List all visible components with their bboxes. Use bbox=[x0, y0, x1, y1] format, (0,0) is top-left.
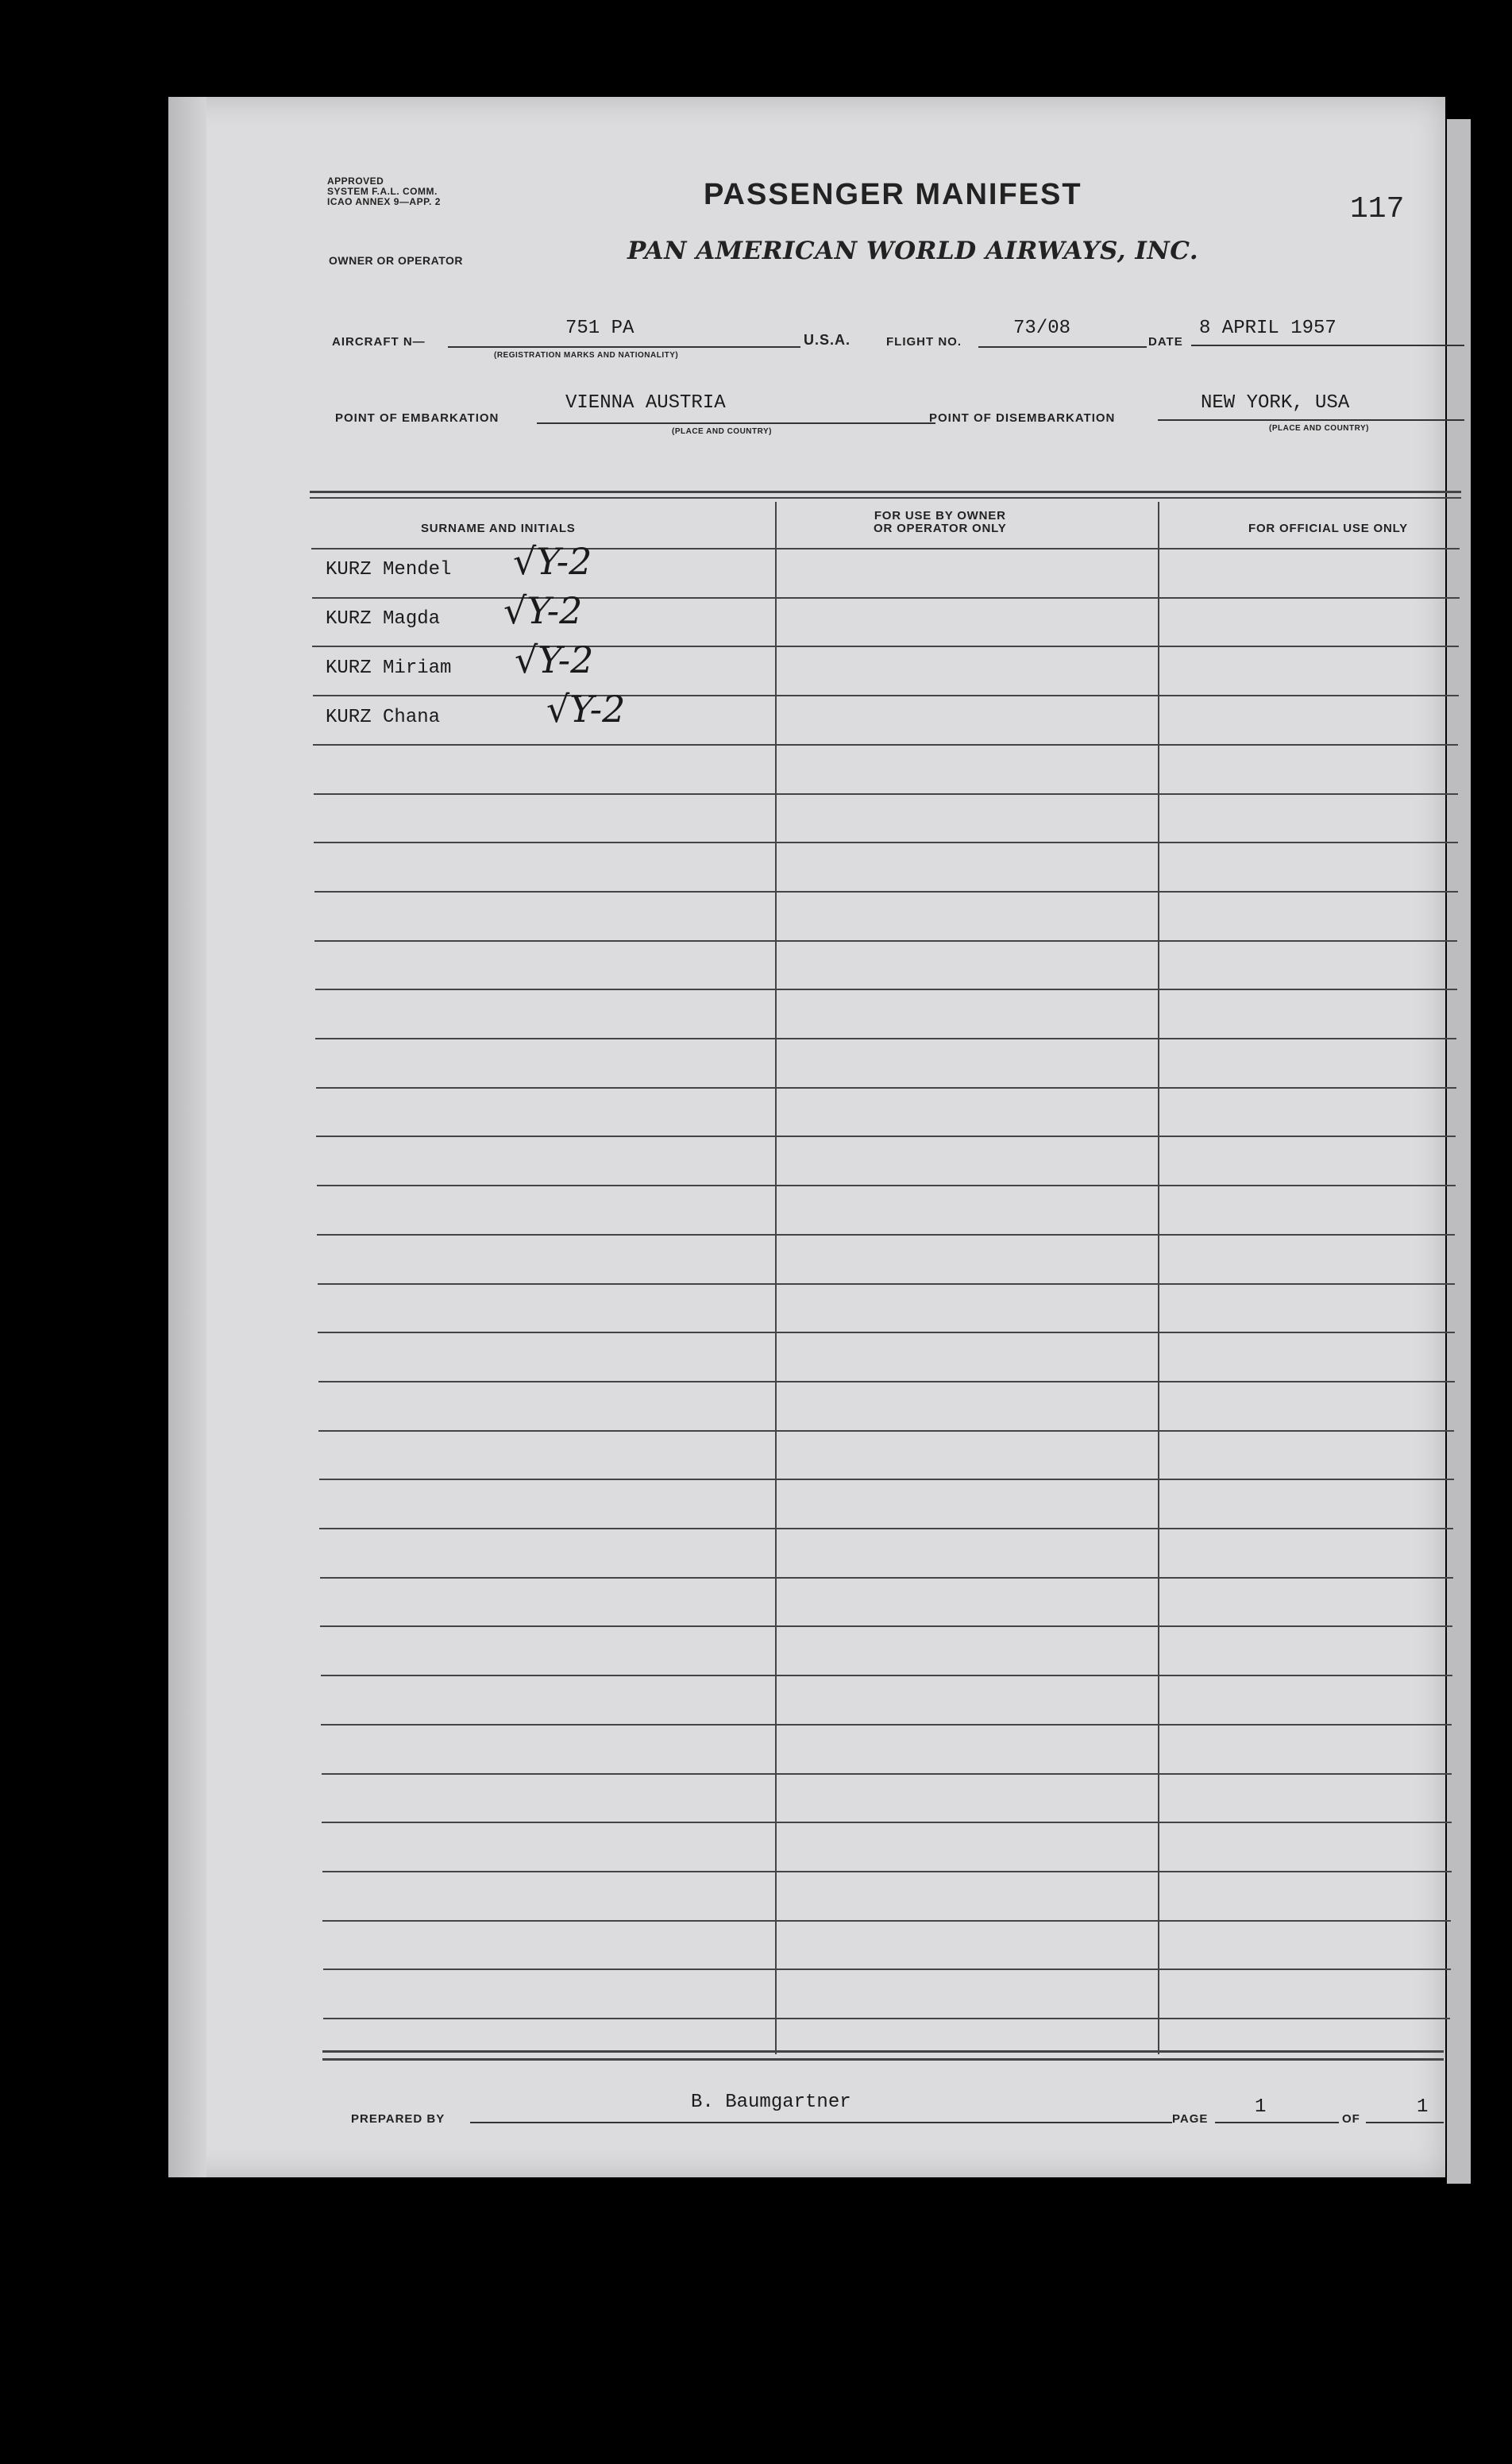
table-row-line bbox=[323, 1969, 1451, 1970]
prepared-by-value: B. Baumgartner bbox=[691, 2092, 851, 2113]
table-row-line bbox=[319, 1528, 1453, 1529]
aircraft-underline bbox=[448, 346, 800, 348]
table-row-line bbox=[314, 842, 1458, 843]
table-row-line bbox=[321, 1675, 1452, 1676]
aircraft-value: 751 PA bbox=[565, 318, 634, 339]
official-column-header: FOR OFFICIAL USE ONLY bbox=[1248, 522, 1408, 535]
passenger-name: KURZ Miriam bbox=[326, 657, 452, 679]
aircraft-sublabel: (REGISTRATION MARKS AND NATIONALITY) bbox=[494, 351, 679, 360]
page-value: 1 bbox=[1255, 2096, 1267, 2118]
table-top-rule bbox=[310, 491, 1461, 493]
disembarkation-underline bbox=[1158, 419, 1464, 421]
table-row-line bbox=[322, 1871, 1452, 1872]
embarkation-value: VIENNA AUSTRIA bbox=[565, 392, 726, 414]
surname-column-header: SURNAME AND INITIALS bbox=[421, 522, 576, 535]
table-row-line bbox=[320, 1577, 1453, 1579]
table-row-line bbox=[317, 1185, 1456, 1186]
table-row-line bbox=[315, 1038, 1456, 1039]
prepared-by-label: PREPARED BY bbox=[351, 2112, 446, 2126]
table-row-line bbox=[314, 940, 1457, 942]
table-row-line bbox=[314, 891, 1458, 893]
airline-name: PAN AMERICAN WORLD AIRWAYS, INC. bbox=[627, 237, 1199, 265]
aircraft-label: AIRCRAFT N— bbox=[332, 335, 426, 349]
table-row-line bbox=[312, 646, 1459, 647]
embarkation-underline bbox=[537, 422, 935, 424]
of-value: 1 bbox=[1417, 2096, 1429, 2118]
approval-line: APPROVED bbox=[327, 175, 384, 187]
table-row-line bbox=[317, 1234, 1455, 1236]
page-label: PAGE bbox=[1172, 2112, 1209, 2126]
table-row-line bbox=[314, 793, 1458, 795]
passenger-name: KURZ Mendel bbox=[326, 559, 452, 580]
table-row-line bbox=[321, 1724, 1452, 1726]
operator-column-header bbox=[874, 510, 1007, 535]
table-row-line bbox=[318, 1381, 1455, 1382]
handwritten-mark: √Y-2 bbox=[546, 688, 626, 731]
flight-value: 73/08 bbox=[1013, 318, 1071, 339]
owner-label: OWNER OR OPERATOR bbox=[329, 254, 463, 267]
table-row-line bbox=[318, 1283, 1455, 1285]
table-row-line bbox=[312, 597, 1460, 599]
document-title: PASSENGER MANIFEST bbox=[704, 178, 1082, 211]
passenger-name: KURZ Magda bbox=[326, 608, 441, 630]
table-row-line bbox=[313, 744, 1458, 746]
page-underline bbox=[1215, 2122, 1339, 2123]
table-row-line bbox=[313, 695, 1459, 696]
handwritten-mark: √Y-2 bbox=[513, 540, 592, 583]
paper-backing bbox=[1447, 119, 1471, 2184]
table-row-line bbox=[322, 1920, 1451, 1922]
table-row-line bbox=[320, 1625, 1452, 1627]
handwritten-mark: √Y-2 bbox=[503, 589, 583, 632]
of-underline bbox=[1366, 2122, 1444, 2123]
table-top-rule bbox=[310, 497, 1461, 499]
table-row-line bbox=[311, 548, 1460, 549]
prepared-by-underline bbox=[470, 2122, 1172, 2123]
table-row-line bbox=[319, 1479, 1454, 1480]
table-row-line bbox=[318, 1430, 1454, 1432]
embarkation-label: POINT OF EMBARKATION bbox=[335, 411, 499, 425]
of-label: OF bbox=[1342, 2112, 1360, 2126]
disembarkation-label: POINT OF DISEMBARKATION bbox=[929, 411, 1116, 425]
date-label: DATE bbox=[1148, 335, 1183, 349]
flight-underline bbox=[978, 346, 1147, 348]
page-number: 117 bbox=[1350, 192, 1405, 226]
operator-header-line: OR OPERATOR ONLY bbox=[874, 522, 1007, 535]
table-bottom-rule bbox=[322, 2050, 1444, 2053]
embarkation-sublabel: (PLACE AND COUNTRY) bbox=[672, 427, 772, 436]
table-row-line bbox=[316, 1087, 1456, 1089]
disembarkation-sublabel: (PLACE AND COUNTRY) bbox=[1269, 424, 1369, 433]
disembarkation-value: NEW YORK, USA bbox=[1201, 392, 1350, 414]
operator-header-line: FOR USE BY OWNER bbox=[874, 509, 1006, 522]
date-underline bbox=[1191, 345, 1464, 346]
table-row-line bbox=[322, 1822, 1452, 1823]
approval-note bbox=[327, 176, 441, 207]
table-row-line bbox=[322, 1773, 1452, 1775]
date-value: 8 APRIL 1957 bbox=[1199, 318, 1336, 339]
handwritten-mark: √Y-2 bbox=[515, 638, 594, 681]
table-row-line bbox=[315, 989, 1457, 990]
table-row-line bbox=[323, 2018, 1450, 2019]
paper-edge bbox=[168, 97, 206, 2177]
table-row-line bbox=[316, 1136, 1456, 1137]
approval-line: ICAO ANNEX 9—APP. 2 bbox=[327, 196, 441, 207]
flight-label: FLIGHT NO. bbox=[886, 335, 962, 349]
table-bottom-rule bbox=[322, 2058, 1444, 2061]
country-label: U.S.A. bbox=[804, 332, 851, 348]
approval-line: SYSTEM F.A.L. COMM. bbox=[327, 186, 438, 197]
passenger-name: KURZ Chana bbox=[326, 707, 441, 728]
table-row-line bbox=[318, 1332, 1455, 1333]
